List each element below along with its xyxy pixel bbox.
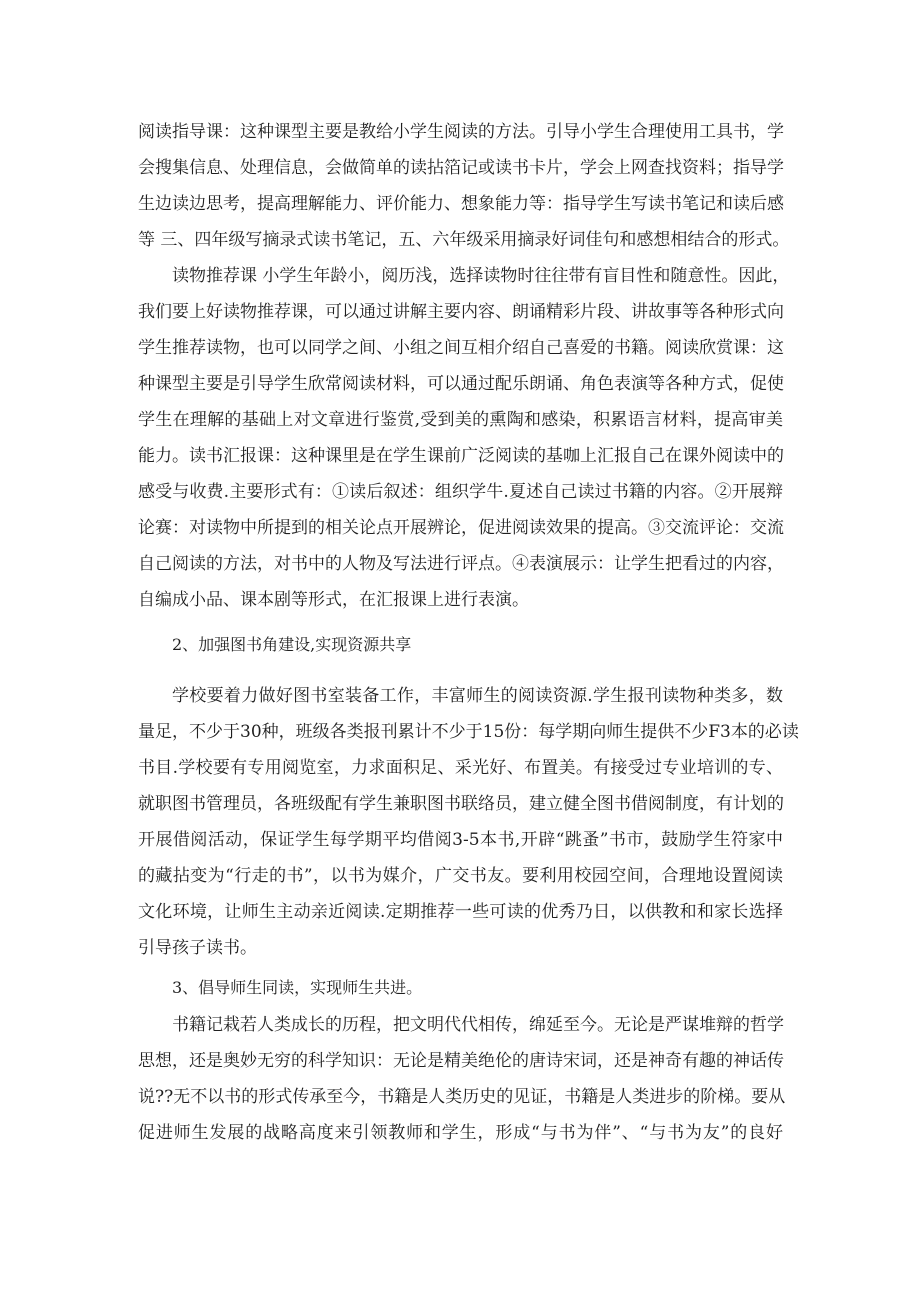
text-line: 思想，还是奥妙无穷的科学知识：无论是精美绝伦的唐诗宋词，还是神奇有趣的神话传 bbox=[138, 1051, 784, 1071]
text-line: 的藏拈变为“行走的书”，以书为媒介，广交书友。要利用校园空间，合理地设置阅读 bbox=[138, 866, 783, 886]
text-line: 开展借阅活动，保证学生每学期平均借阅3-5本书,开辟“跳蚤”书市，鼓励学生符家中 bbox=[138, 830, 783, 850]
text-line: 书籍记栽若人类成长的历程，把文明代代相传，绵延至今。无论是严谋堆辩的哲学 bbox=[172, 1015, 784, 1035]
text-line: 学校要着力做好图书室装备工作，丰富师生的阅读资源.学生报刊读物种类多，数 bbox=[172, 686, 783, 706]
text-line: 生边读边思考，提高理解能力、评价能力、想象能力等：指导学生写读书笔记和读后感 bbox=[138, 194, 784, 214]
text-line: 自编成小品、课本剧等形式，在汇报课上进行表演。 bbox=[138, 590, 529, 610]
text-line: 引导孩子读书。 bbox=[138, 938, 257, 958]
text-line: 量足，不少于30种，班级各类报刊累计不少于15份：每学期向师生提供不少F3本的必读 bbox=[138, 722, 799, 742]
text-line: 书目.学校要有专用阅览室，力求面积足、采光好、布置美。有接受过专业培训的专、 bbox=[138, 758, 783, 778]
text-line: 学生在理解的基础上对文章进行鉴赏,受到美的熏陶和感染，积累语言材料，提高审美 bbox=[138, 410, 783, 430]
text-line: 能力。读书汇报课：这种课里是在学生课前广泛阅读的基咖上汇报自己在课外阅读中的 bbox=[138, 446, 784, 466]
text-line: 文化环境，让师生主动亲近阅读.定期推荐一些可读的优秀乃日，以供教和和家长选择 bbox=[138, 902, 783, 922]
heading-shared-reading: 3、倡导师生同读，实现师生共进。 bbox=[172, 978, 423, 997]
text-line: 感受与收费.主要形式有：①读后叙述：组织学牛.夏述自己读过书籍的内容。②开展辩 bbox=[138, 482, 783, 502]
heading-book-corner: 2、加强图书角建设,实现资源共享 bbox=[172, 635, 412, 654]
text-line: 种课型主要是引导学生欣常阅读材料，可以通过配乐朗诵、角色表演等各种方式，促使 bbox=[138, 374, 784, 394]
text-line: 阅读指导课：这种课型主要是教给小学生阅读的方法。引导小学生合理使用工具书，学 bbox=[138, 122, 784, 142]
text-line: 促进师生发展的战略高度来引领教师和学生，形成“与书为伴”、“与书为友”的良好 bbox=[138, 1123, 783, 1143]
text-line: 读物推荐课 小学生年龄小，阅历浅，选择读物时往往带有盲目性和随意性。因此， bbox=[172, 266, 790, 286]
text-line: 我们要上好读物推荐课，可以通过讲解主要内容、朗诵精彩片段、讲故事等各种形式向 bbox=[138, 302, 784, 322]
text-line: 等 三、四年级写摘录式读书笔记，五、六年级采用摘录好词佳句和感想相结合的形式。 bbox=[138, 230, 790, 250]
text-line: 论赛：对读物中所提到的相关论点开展辨论，促进阅读效果的提高。③交流评论：交流 bbox=[138, 518, 784, 538]
text-line: 学生推荐读物，也可以同学之间、小组之间互相介绍自己喜爱的书籍。阅读欣赏课：这 bbox=[138, 338, 784, 358]
text-line: 说??无不以书的形式传承至今，书籍是人类历史的见证，书籍是人类进步的阶梯。要从 bbox=[138, 1087, 786, 1107]
text-line: 就职图书管理员，各班级配有学生兼职图书联络员，建立健全图书借阅制度，有计划的 bbox=[138, 794, 784, 814]
text-line: 自己阅读的方法，对书中的人物及写法进行评点。④表演展示：让学生把看过的内容， bbox=[138, 554, 784, 574]
text-line: 会搜集信息、处理信息，会做简单的读拈箔记或读书卡片，学会上网查找资料；指导学 bbox=[138, 158, 784, 178]
